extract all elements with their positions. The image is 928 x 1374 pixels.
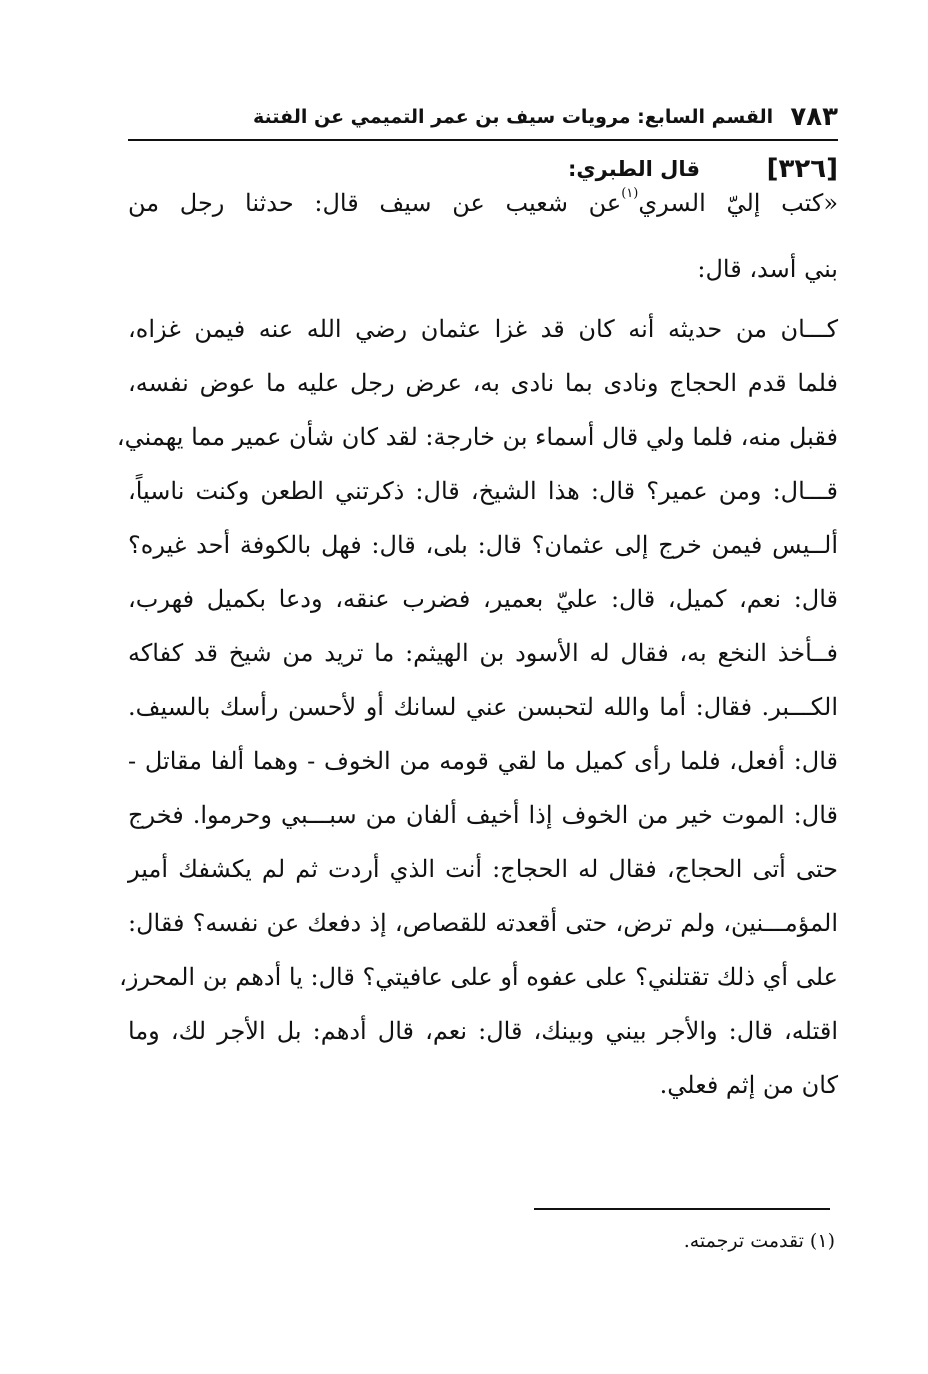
body-line-3: كـــان من حديثه أنه كان قد غزا عثمان رضي الله عنه فيمن غزاه، bbox=[128, 315, 838, 343]
page-number: ٧٨٣ bbox=[790, 102, 838, 132]
body-line-7: ألــيس فيمن خرج إلى عثمان؟ قال: بلى، قال: فهل بالكوفة أحد غيره؟ bbox=[128, 531, 838, 559]
section-number: [٣٢٦] bbox=[766, 154, 838, 184]
running-title: القسم السابع: مرويات سيف بن عمر التميمي عن الفتنة bbox=[253, 106, 774, 128]
body-line-8: قال: نعم، كميل، قال: عليّ بعمير، فضرب عنقه، ودعا بكميل فهرب، bbox=[128, 585, 838, 613]
footnote-marker: (١) bbox=[621, 186, 639, 201]
body-line-12: قال: الموت خير من الخوف إذا أخيف ألفان من سبـــبي وحرموا. فخرج bbox=[128, 801, 838, 829]
body-line-6: قـــال: ومن عمير؟ قال: هذا الشيخ، قال: ذكرتني الطعن وكنت ناسياً، bbox=[128, 477, 838, 505]
page-header bbox=[128, 100, 838, 140]
body-line-13: حتى أتى الحجاج، فقال له الحجاج: أنت الذي أردت ثم لم يكشفك أمير bbox=[128, 855, 838, 883]
footnote-1: (١) تقدمت ترجمته. bbox=[683, 1230, 835, 1252]
body-line-15: على أي ذلك تقتلني؟ على عفوه أو على عافيتي؟ قال: يا أدهم بن المحرز، bbox=[119, 963, 838, 991]
body-line-9: فــأخذ النخع به، فقال له الأسود بن الهيثم: ما تريد من شيخ قد كفاكه bbox=[128, 639, 838, 667]
body-line-1 bbox=[128, 186, 839, 230]
body-line-4: فلما قدم الحجاج ونادى بما نادى به، عرض رجل عليه ما عوض نفسه، bbox=[128, 369, 838, 397]
body-line-1-start: «كتب إليّ السري bbox=[638, 189, 839, 217]
section-heading bbox=[128, 152, 838, 188]
section-source: قال الطبري: bbox=[568, 157, 700, 181]
body-line-16: اقتله، قال: والأجر بيني وبينك، قال: نعم، قال أدهم: بل الأجر لك، وما bbox=[128, 1017, 838, 1045]
body-line-17: كان من إثم فعلي. bbox=[659, 1071, 838, 1099]
body-line-11: قال: أفعل، فلما رأى كميل ما لقي قومه من الخوف - وهما ألفا مقاتل - bbox=[128, 747, 838, 775]
body-line-1-end: عن شعيب عن سيف قال: حدثنا رجل من bbox=[128, 189, 622, 217]
body-line-2: بني أسد، قال: bbox=[697, 255, 838, 283]
body-line-10: الكـــبر. فقال: أما والله لتحبسن عني لسانك أو لأحسن رأسك بالسيف. bbox=[128, 693, 839, 721]
footnote-rule bbox=[534, 1208, 830, 1210]
body-line-5: فقبل منه، فلما ولي قال أسماء بن خارجة: لقد كان شأن عمير مما يهمني، bbox=[116, 423, 838, 451]
body-line-14: المؤمـــنين، ولم ترض، حتى أقعدته للقصاص، إذ دفعك عن نفسه؟ فقال: bbox=[128, 909, 838, 937]
header-rule bbox=[128, 139, 838, 141]
